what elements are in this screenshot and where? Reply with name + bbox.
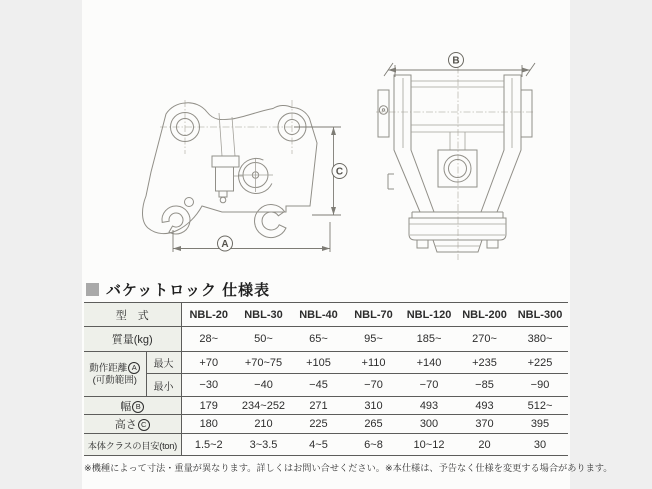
table-cell: −70 <box>346 374 401 397</box>
footnotes-row <box>84 460 613 474</box>
table-cell: 3~3.5 <box>236 434 291 456</box>
table-cell: 95~ <box>346 327 401 352</box>
section-title-row <box>86 279 566 300</box>
table-cell: 493 <box>457 397 512 415</box>
section-title: バケットロック 仕様表 <box>106 282 271 299</box>
dim-b-label: B <box>452 55 460 67</box>
table-row-distance-max <box>84 352 568 374</box>
technical-drawings <box>82 28 570 273</box>
table-cell: 185~ <box>401 327 457 352</box>
table-cell: 4~5 <box>291 434 346 456</box>
table-cell: 225 <box>291 415 346 434</box>
table-cell: 265 <box>346 415 401 434</box>
table-cell: −70 <box>401 374 457 397</box>
model-cell: NBL-200 <box>457 303 512 327</box>
table-cell: 28~ <box>181 327 236 352</box>
table-cell: 50~ <box>236 327 291 352</box>
height-label-cell <box>84 415 181 434</box>
model-cell: NBL-300 <box>512 303 568 327</box>
table-cell: 180 <box>181 415 236 434</box>
front-view-drawing <box>376 53 535 261</box>
min-label-cell: 最小 <box>146 374 181 397</box>
table-row-mass <box>84 327 568 352</box>
distance-label-cell <box>84 352 146 397</box>
catalog-page <box>82 0 613 489</box>
table-cell: −85 <box>457 374 512 397</box>
table-cell: 6~8 <box>346 434 401 456</box>
table-cell: 370 <box>457 415 512 434</box>
title-bullet-square <box>86 283 99 296</box>
table-cell: 210 <box>236 415 291 434</box>
side-view-drawing <box>143 100 348 252</box>
table-cell: 179 <box>181 397 236 415</box>
table-cell: 271 <box>291 397 346 415</box>
max-label-cell: 最大 <box>146 352 181 374</box>
distance-sublabel: (可動範囲) <box>92 374 137 386</box>
table-cell: 493 <box>401 397 457 415</box>
distance-label: 動作距離 <box>89 362 128 374</box>
table-cell: 30 <box>512 434 568 456</box>
table-cell: +70 <box>181 352 236 374</box>
model-header-cell: 型 式 <box>84 303 181 327</box>
table-cell: 65~ <box>291 327 346 352</box>
table-cell: −45 <box>291 374 346 397</box>
table-cell: 512~ <box>512 397 568 415</box>
body-class-label-cell: 本体クラスの目安(ton) <box>84 434 181 456</box>
spec-table <box>84 302 568 456</box>
table-cell: −90 <box>512 374 568 397</box>
table-cell: 234~252 <box>236 397 291 415</box>
table-cell: 300 <box>401 415 457 434</box>
circled-c: C <box>138 419 150 431</box>
model-cell: NBL-70 <box>346 303 401 327</box>
table-cell: 20 <box>457 434 512 456</box>
table-cell: −30 <box>181 374 236 397</box>
table-row-width <box>84 397 568 415</box>
mass-label-cell: 質量(kg) <box>84 327 181 352</box>
table-cell: +225 <box>512 352 568 374</box>
height-label: 高さ <box>114 419 137 431</box>
circled-a: A <box>128 362 140 374</box>
table-cell: +140 <box>401 352 457 374</box>
table-row-body-class <box>84 434 568 456</box>
model-cell: NBL-40 <box>291 303 346 327</box>
footnote-right: ※本仕様は、予告なく仕様を変更する場合があります。 <box>384 463 613 473</box>
table-cell: 310 <box>346 397 401 415</box>
model-cell: NBL-120 <box>401 303 457 327</box>
table-cell: 10~12 <box>401 434 457 456</box>
dimension-b <box>384 53 535 78</box>
table-cell: 1.5~2 <box>181 434 236 456</box>
table-cell: +105 <box>291 352 346 374</box>
dim-c-label: C <box>335 166 344 178</box>
width-label-cell <box>84 397 181 415</box>
table-cell: +235 <box>457 352 512 374</box>
table-cell: −40 <box>236 374 291 397</box>
circled-b: B <box>132 401 144 413</box>
table-row-distance-min <box>84 374 568 397</box>
table-cell: +110 <box>346 352 401 374</box>
table-row-models <box>84 303 568 327</box>
table-row-height <box>84 415 568 434</box>
table-cell: +70~75 <box>236 352 291 374</box>
dim-a-label: A <box>221 239 229 250</box>
dimension-a <box>173 222 330 252</box>
table-cell: 380~ <box>512 327 568 352</box>
table-cell: 270~ <box>457 327 512 352</box>
width-label: 幅 <box>120 400 132 413</box>
dimension-c <box>294 127 347 215</box>
footnote-left: ※機種によって寸法・重量が異なります。詳しくはお問い合せください。 <box>84 463 385 473</box>
model-cell: NBL-30 <box>236 303 291 327</box>
table-cell: 395 <box>512 415 568 434</box>
model-cell: NBL-20 <box>181 303 236 327</box>
